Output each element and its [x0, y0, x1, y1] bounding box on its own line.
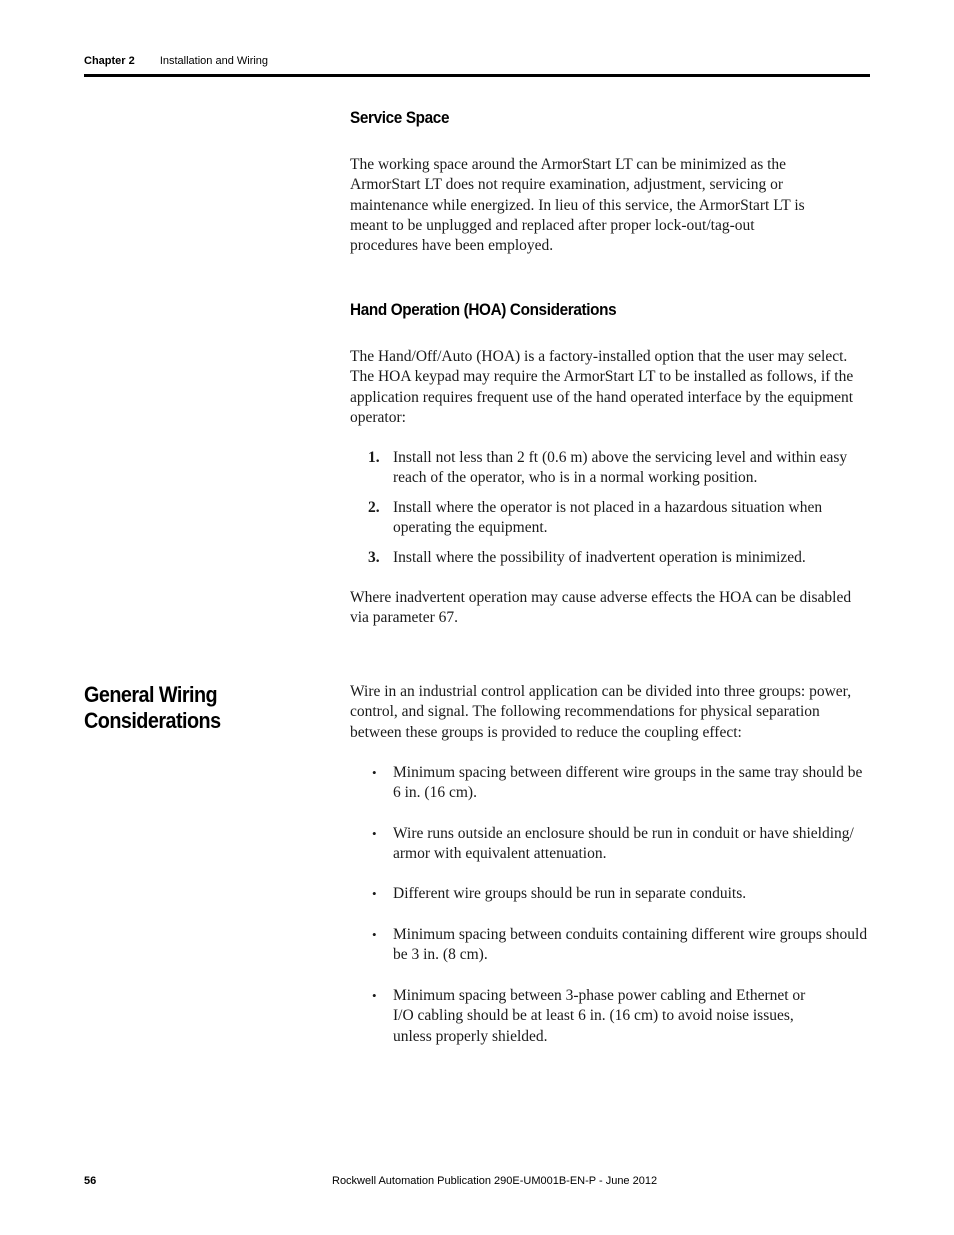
hoa-closing-paragraph: Where inadvertent operation may cause adverse effects the HOA can be disabled via parameter 67. — [350, 589, 852, 627]
step-text: Install where the operator is not placed in a hazardous situation when operating the equipment. — [393, 499, 823, 537]
step-text: Install where the possibility of inadvertent operation is minimized. — [393, 549, 806, 566]
publication-footer: Rockwell Automation Publication 290E-UM001B-EN-P - June 2012 — [332, 1175, 658, 1187]
bullet-text: Minimum spacing between 3-phase power cabling and Ethernet or I/O cabling should be at least 6 in. (16 cm) to avoid noise issues, unless properly shielded. — [393, 987, 806, 1045]
hoa-step-3 — [368, 548, 870, 568]
bullet-text: Minimum spacing between conduits containing different wire groups should be 3 in. (8 cm). — [393, 926, 868, 964]
bullet-text: Minimum spacing between different wire groups in the same tray should be 6 in. (16 cm). — [393, 764, 863, 802]
step-text: Install not less than 2 ft (0.6 m) above the servicing level and within easy reach of the operator, who is in a normal working position. — [393, 449, 848, 487]
bullet-icon: • — [372, 765, 377, 780]
step-number: 3. — [368, 549, 380, 566]
bullet-text: Different wire groups should be run in separate conduits. — [393, 885, 747, 902]
bullet-icon: • — [372, 886, 377, 901]
wiring-bullet-5 — [368, 986, 828, 1047]
wiring-bullet-2 — [368, 824, 870, 865]
header-rule — [84, 74, 870, 77]
hoa-heading: Hand Operation (HOA) Considerations — [350, 300, 617, 319]
bullet-icon: • — [372, 826, 377, 841]
step-number: 1. — [368, 449, 380, 466]
chapter-title: Installation and Wiring — [159, 55, 269, 67]
hoa-step-2 — [368, 498, 870, 539]
step-number: 2. — [368, 499, 380, 516]
bullet-text: Wire runs outside an enclosure should be run in conduit or have shielding/ armor with equivalent attenuation. — [393, 825, 854, 863]
wiring-bullet-3 — [368, 884, 870, 904]
chapter-label: Chapter 2 — [84, 55, 135, 67]
heading-line: General Wiring — [84, 682, 218, 707]
wiring-bullet-4 — [368, 925, 870, 966]
running-header — [84, 53, 870, 69]
service-space-heading: Service Space — [350, 108, 450, 127]
page-number: 56 — [84, 1175, 97, 1187]
general-wiring-heading — [84, 682, 221, 734]
hoa-step-1 — [368, 448, 870, 489]
heading-line: Considerations — [84, 708, 221, 733]
wiring-bullet-1 — [368, 763, 870, 804]
general-wiring-intro: Wire in an industrial control application can be divided into three groups: power, control, and signal. The following recommendations for physical separation between these groups is provided to reduce the coupling effect: — [350, 683, 852, 741]
bullet-icon: • — [372, 988, 377, 1003]
hoa-intro-paragraph: The Hand/Off/Auto (HOA) is a factory-installed option that the user may select. The HOA keypad may require the ArmorStart LT to be installed as follows, if the application requires frequent use of the hand operated interface by the equipment operator: — [350, 348, 854, 426]
bullet-icon: • — [372, 927, 377, 942]
service-space-paragraph: The working space around the ArmorStart LT can be minimized as the ArmorStart LT does not require examination, adjustment, servicing or maintenance while energized. In lieu of this service, the ArmorStart LT is meant to be unplugged and replaced after proper lock-out/tag-out procedures have been employed. — [350, 156, 805, 255]
